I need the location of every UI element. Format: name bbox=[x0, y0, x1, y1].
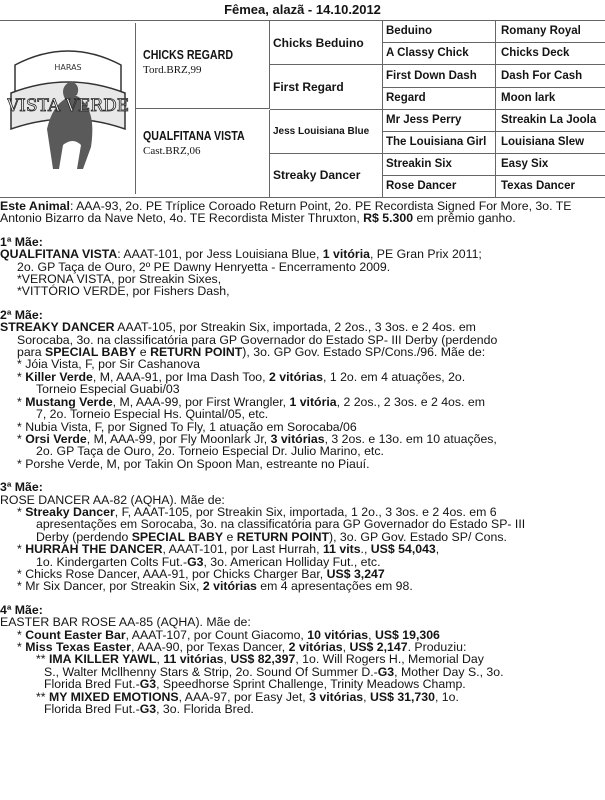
text-run: AAAT-105, por Streakin Six, importada, 2 2os., 3 3os. e 2 4os. em bbox=[114, 320, 476, 335]
text-run: Florida Bred Fut.- bbox=[44, 702, 140, 717]
text-run: 2 vitórias bbox=[202, 579, 257, 594]
text-run: , bbox=[223, 652, 231, 667]
gen4-cell: Louisiana Slew bbox=[496, 132, 605, 154]
mae4-section bbox=[0, 604, 601, 716]
text-run: ), 3o. GP Gov. Estado SP/Cons./96. Mãe de: bbox=[242, 345, 486, 360]
text-run: , AAA-90, por Texas Dancer, bbox=[130, 640, 289, 654]
text-line bbox=[0, 580, 601, 592]
gen4-cell: Moon lark bbox=[496, 88, 605, 110]
text-line: Torneio Especial Guabi/03 bbox=[36, 382, 180, 397]
text-run: US$ 54,043 bbox=[370, 542, 436, 557]
text-run: , 1o. Will Rogers H., Memorial Day bbox=[295, 652, 484, 667]
text-run: G3 bbox=[377, 664, 395, 679]
gen2-cell: Jess Louisiana Blue bbox=[270, 110, 383, 154]
text-line: 2o. GP Taça de Ouro, 2o. Torneio Especial Dr. Julio Marino, etc. bbox=[36, 444, 384, 459]
text-run: US$ 19,306 bbox=[374, 627, 440, 642]
text-line: *VITTÓRIO VERDE, por Fishers Dash, bbox=[17, 284, 230, 299]
text-run: * Chicks Rose Dancer, AAA-91, por Chicks Charger Bar, bbox=[17, 566, 327, 581]
sire-cell bbox=[136, 21, 270, 109]
gen4-cell: Dash For Cash bbox=[496, 65, 605, 88]
text-run: MY MIXED EMOTIONS bbox=[49, 689, 179, 704]
text-run: Derby (perdendo bbox=[36, 529, 132, 544]
text-line bbox=[0, 248, 601, 260]
text-run: , bbox=[363, 689, 370, 704]
text-run: , 3o. Florida Bred. bbox=[156, 702, 254, 717]
text-run: Florida Bred Fut.- bbox=[44, 677, 140, 692]
text-run: * bbox=[17, 431, 26, 446]
gen2-cell: First Regard bbox=[270, 65, 383, 110]
gen3-cell: Rose Dancer bbox=[383, 176, 496, 197]
text-run: S., Walter Mcllhenny Stars & Strip, 2o. Sound Of Summer D.- bbox=[44, 664, 378, 679]
este-animal bbox=[0, 200, 601, 225]
text-run: , bbox=[342, 640, 350, 654]
mae2-section bbox=[0, 309, 601, 470]
text-line: Sorocaba, 3o. na classificatória para GP Governador do Estado SP- III Derby (perdendo bbox=[17, 332, 498, 347]
section-title: 3ª Mãe: bbox=[0, 480, 43, 495]
text-run: , Mother Day S., 3o. bbox=[394, 664, 504, 679]
dam-cell bbox=[136, 110, 270, 197]
text-run: G3 bbox=[187, 554, 204, 569]
text-run: , M, AAA-99, por First Wrangler, bbox=[112, 394, 290, 409]
dam-name: QUALFITANA VISTA bbox=[143, 128, 245, 143]
text-run: Mustang Verde bbox=[25, 394, 113, 409]
text-line bbox=[0, 703, 601, 715]
catalog-text bbox=[0, 200, 601, 715]
text-run: G3 bbox=[139, 702, 157, 717]
gen3-cell: Regard bbox=[383, 88, 496, 110]
text-run: HURRAH THE DANCER bbox=[25, 542, 163, 557]
gen3-cell: A Classy Chick bbox=[383, 43, 496, 65]
text-run: * bbox=[17, 627, 26, 642]
logo-emblem bbox=[7, 37, 129, 177]
text-run: ** bbox=[36, 689, 49, 704]
text-run: 11 vits bbox=[322, 542, 361, 557]
section-title: 2ª Mãe: bbox=[0, 307, 43, 322]
text-run: , AAAT-101, por Last Hurrah, bbox=[162, 542, 323, 557]
gen3-cell: First Down Dash bbox=[383, 65, 496, 88]
section-title: 1ª Mãe: bbox=[0, 234, 43, 249]
text-run: . Produziu: bbox=[407, 640, 467, 654]
text-run: 3 vitórias bbox=[309, 689, 364, 704]
text-run: QUALFITANA VISTA bbox=[0, 247, 118, 262]
text-run: , bbox=[435, 542, 440, 557]
text-run: , bbox=[156, 652, 164, 667]
text-run: Miss Texas Easter bbox=[25, 640, 131, 654]
text-run: 2 vitórias bbox=[268, 369, 323, 384]
text-run: , bbox=[368, 627, 375, 642]
text-run: SPECIAL BABY bbox=[131, 529, 224, 544]
text-run: ** bbox=[36, 652, 49, 667]
gen4-cell: Streakin La Joola bbox=[496, 110, 605, 132]
text-run: em prêmio ganho. bbox=[413, 211, 516, 226]
text-run: 3 vitórias bbox=[270, 431, 325, 446]
text-run: Killer Verde bbox=[25, 369, 93, 384]
text-run: , 3 2os. e 13o. em 10 atuações, bbox=[324, 431, 497, 446]
text-run: , 1o. bbox=[434, 689, 459, 704]
text-run: , 1 2o. em 4 atuações, 2o. bbox=[322, 369, 466, 384]
text-line: 7, 2o. Torneio Especial Hs. Quintal/05, etc. bbox=[36, 407, 269, 422]
mae1-section bbox=[0, 236, 601, 298]
text-run: , AAAT-107, por Count Giacomo, bbox=[125, 627, 308, 642]
text-run: , F, AAAT-105, por Streakin Six, importada, 1 2o., 3 3os. e 2 4os. em 6 bbox=[114, 504, 497, 519]
gen3-cell: Streakin Six bbox=[383, 154, 496, 176]
text-run: Este Animal bbox=[0, 199, 70, 213]
gen4-cell: Easy Six bbox=[496, 154, 605, 176]
text-run: , M, AAA-91, por Ima Dash Too, bbox=[92, 369, 269, 384]
text-line: * Nubia Vista, F, por Signed To Fly, 1 atuação em Sorocaba/06 bbox=[17, 419, 357, 434]
text-run: : AAAT-101, por Jess Louisiana Blue, bbox=[117, 247, 323, 262]
text-run: IMA KILLER YAWL bbox=[49, 652, 157, 667]
text-run: * bbox=[17, 542, 26, 557]
text-run: US$ 82,397 bbox=[230, 652, 296, 667]
section-title: 4ª Mãe: bbox=[0, 602, 43, 617]
text-line: *VERONA VISTA, por Streakin Sixes, bbox=[17, 272, 222, 287]
text-run: * bbox=[17, 394, 26, 409]
text-run: * Mr Six Dancer, por Streakin Six, bbox=[17, 579, 203, 594]
gen2-cell: Chicks Beduino bbox=[270, 21, 383, 65]
svg-text:VISTA VERDE: VISTA VERDE bbox=[7, 96, 129, 116]
text-run: e bbox=[136, 345, 151, 360]
mae3-section bbox=[0, 481, 601, 593]
text-run: em 4 apresentações em 98. bbox=[256, 579, 413, 594]
text-line bbox=[0, 321, 601, 333]
text-run: : AAA-93, 2o. PE Tríplice Coroado Return Point, 2o. PE Recordista Signed For More, 3o. TE Antonio Bizarro da Nave Neto, 4o. TE Recordista Mister Thruxton, bbox=[0, 199, 572, 226]
text-run: 1o. Kindergarten Colts Fut.- bbox=[36, 554, 188, 569]
gen4-cell: Romany Royal bbox=[496, 21, 605, 43]
text-run: 1 vitória bbox=[322, 247, 370, 262]
sire-info: Tord.BRZ,99 bbox=[143, 64, 202, 76]
text-run: US$ 3,247 bbox=[326, 566, 385, 581]
text-line: ROSE DANCER AA-82 (AQHA). Mãe de: bbox=[0, 492, 225, 507]
gen4-cell: Chicks Deck bbox=[496, 43, 605, 65]
sire-name: CHICKS REGARD bbox=[143, 47, 234, 62]
text-line: apresentações em Sorocaba, 3o. na classificatória para GP Governador do Estado SP- III bbox=[36, 517, 526, 532]
gen3-cell: The Louisiana Girl bbox=[383, 132, 496, 154]
text-run: ., bbox=[360, 542, 371, 557]
text-run: e bbox=[223, 529, 237, 544]
text-run: US$ 2,147 bbox=[349, 640, 408, 654]
text-run: R$ 5.300 bbox=[363, 211, 414, 226]
text-run: * bbox=[17, 369, 26, 384]
gen3-cell: Beduino bbox=[383, 21, 496, 43]
text-run: Count Easter Bar bbox=[25, 627, 126, 642]
gen2-cell: Streaky Dancer bbox=[270, 154, 383, 197]
text-run: , M, AAA-99, por Fly Moonlark Jr, bbox=[86, 431, 271, 446]
text-run: * bbox=[17, 504, 26, 519]
text-run: ), 3o. GP Gov. Estado SP/ Cons. bbox=[328, 529, 507, 544]
page-header: Fêmea, alazã - 14.10.2012 bbox=[0, 0, 605, 21]
text-run: RETURN POINT bbox=[150, 345, 243, 360]
text-run: , 2 2os., 2 3os. e 2 4os. em bbox=[336, 394, 485, 409]
text-run: US$ 31,730 bbox=[369, 689, 435, 704]
haras-logo bbox=[2, 23, 136, 194]
text-line: 2o. GP Taça de Ouro, 2º PE Dawny Henryetta - Encerramento 2009. bbox=[17, 259, 391, 274]
text-run: SPECIAL BABY bbox=[45, 345, 137, 360]
svg-text:HARAS: HARAS bbox=[54, 63, 82, 72]
text-line: * Porshe Verde, M, por Takin On Spoon Man, estreante no Piauí. bbox=[17, 456, 370, 471]
text-run: Streaky Dancer bbox=[25, 504, 115, 519]
text-run: , Speedhorse Sprint Challenge, Trinity Meadows Champ. bbox=[156, 677, 466, 692]
text-run: , PE Gran Prix 2011; bbox=[369, 247, 482, 262]
text-run: STREAKY DANCER bbox=[0, 320, 115, 335]
text-run: G3 bbox=[139, 677, 157, 692]
dam-info: Cast.BRZ,06 bbox=[143, 145, 201, 157]
text-run: , AAA-97, por Easy Jet, bbox=[178, 689, 310, 704]
pedigree-table bbox=[0, 21, 605, 198]
text-run: Orsi Verde bbox=[25, 431, 87, 446]
text-run: 2 vitórias bbox=[288, 640, 343, 654]
gen4-cell: Texas Dancer bbox=[501, 180, 575, 192]
text-run: 1 vitória bbox=[289, 394, 337, 409]
text-line: * Jóia Vista, F, por Sir Cashanova bbox=[17, 357, 200, 372]
text-run: 10 vitórias bbox=[307, 627, 369, 642]
text-run: , 3o. American Holliday Fut., etc. bbox=[203, 554, 381, 569]
text-run: 11 vitórias bbox=[163, 652, 224, 667]
text-run: para bbox=[17, 345, 46, 360]
gen3-cell: Mr Jess Perry bbox=[383, 110, 496, 132]
text-run: RETURN POINT bbox=[236, 529, 329, 544]
text-line: EASTER BAR ROSE AA-85 (AQHA). Mãe de: bbox=[0, 615, 251, 630]
text-run: * bbox=[17, 640, 26, 654]
